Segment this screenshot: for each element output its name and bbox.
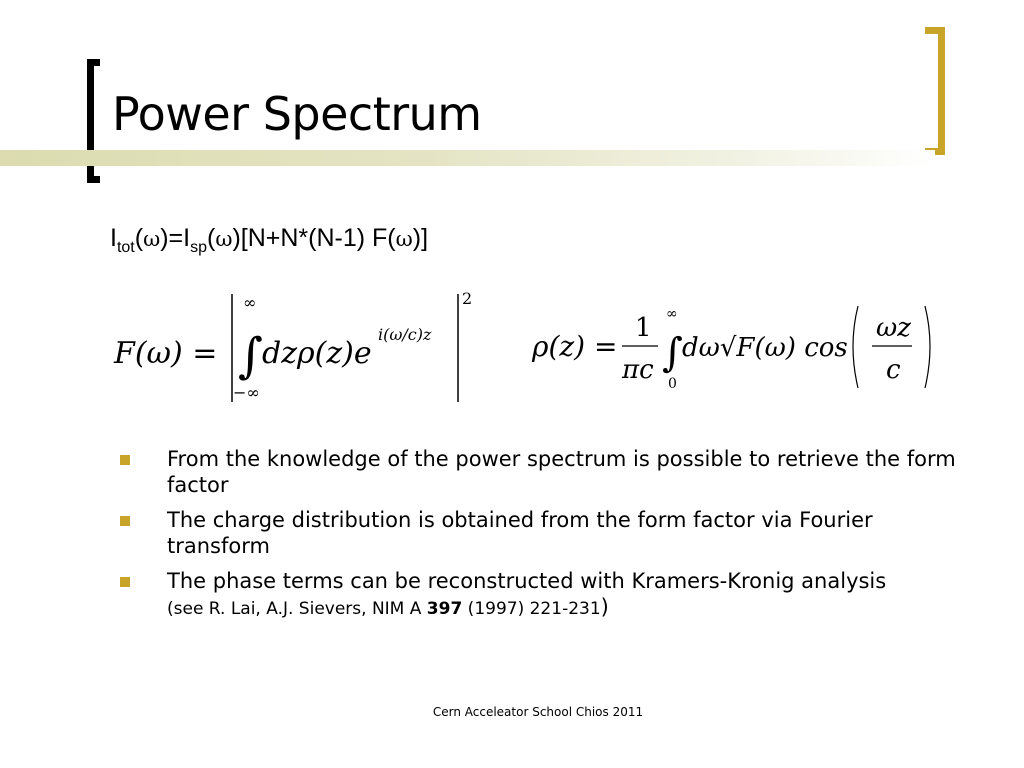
tot-subscript: tot: [116, 239, 135, 256]
bullet-item: The phase terms can be reconstructed with Kramers-Kronig analysis (see R. Lai, A.J. Sievers, NIM A 397 (1997) 221-231): [118, 568, 968, 622]
bullet-item: The charge distribution is obtained from the form factor via Fourier transform: [118, 507, 968, 559]
integral-upper-limit: ∞: [666, 306, 678, 322]
charge-lhs: ρ(z) =: [532, 330, 618, 363]
bullet-marker: [120, 455, 130, 465]
fraction-numerator: 1: [635, 313, 652, 343]
integral-sign: ∫: [238, 328, 264, 384]
title-underline-band: [0, 150, 935, 166]
cos-denominator: c: [886, 355, 901, 385]
intensity-formula: $I_{tot}(\omega)=I_{sp}(\omega)[N+N*(N-1)$ F(ω)]: [110, 224, 429, 256]
slide-footer: Cern Acceleator School Chios 2011: [432, 705, 644, 719]
omega-symbol: ω: [143, 227, 161, 251]
right-bracket-decoration: [925, 27, 945, 155]
bullet-marker: [120, 516, 130, 526]
paren-right: [925, 306, 930, 388]
sp-subscript: sp: [190, 239, 207, 256]
charge-integrand: dω√F(ω) cos: [682, 333, 848, 363]
integral-lower-limit: 0: [668, 376, 677, 392]
fraction-denominator: πc: [622, 355, 654, 385]
slide-title: Power Spectrum: [112, 87, 482, 141]
form-factor-lhs: F(ω) =: [114, 336, 218, 371]
power-exponent: 2: [462, 289, 473, 308]
integral-lower-limit: −∞: [233, 383, 260, 402]
citation: (see R. Lai, A.J. Sievers, NIM A 397 (1997) 221-231: [167, 599, 601, 619]
integral-sign: ∫: [662, 330, 683, 376]
charge-distribution-equation: [530, 300, 940, 400]
bullet-list: [118, 446, 968, 631]
bullet-item: From the knowledge of the power spectrum is possible to retrieve the form factor: [118, 446, 968, 498]
form-factor-integrand: dzρ(z)e: [262, 336, 372, 371]
cos-numerator: ωz: [876, 313, 911, 343]
intensity-symbol: I: [110, 224, 117, 252]
bullet-marker: [120, 577, 130, 587]
exponent: i(ω/c)z: [378, 325, 432, 344]
paren-left: [853, 306, 858, 388]
form-factor-equation: [110, 286, 490, 411]
integral-upper-limit: ∞: [243, 293, 257, 312]
